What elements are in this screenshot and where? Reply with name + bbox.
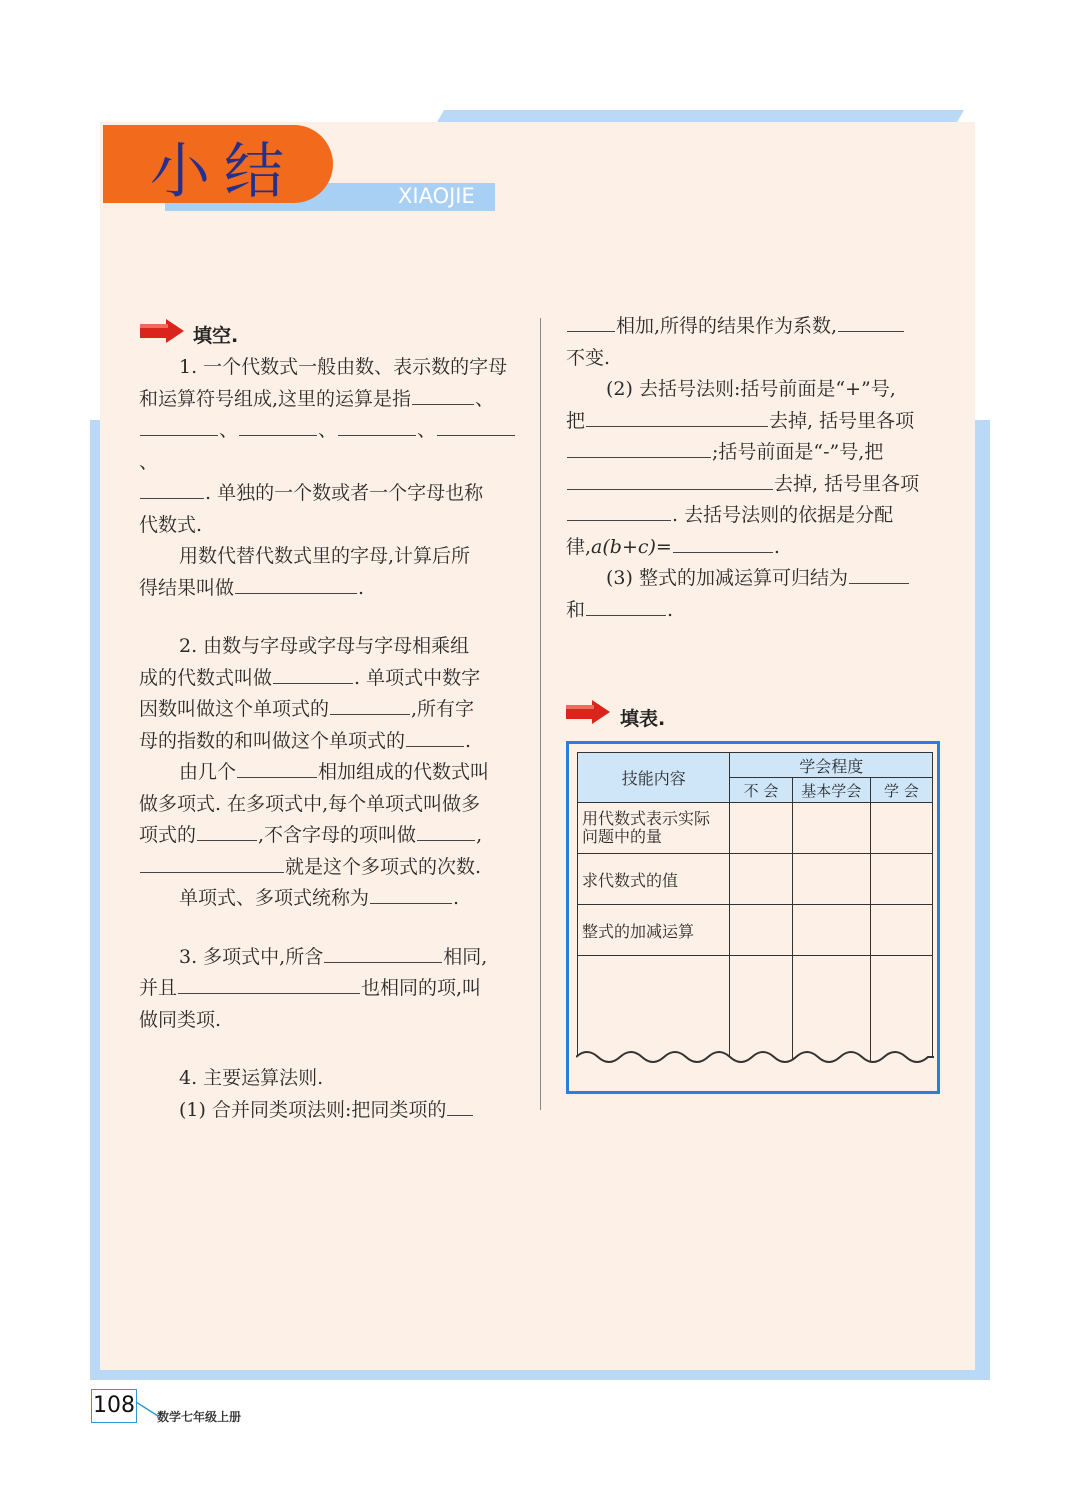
blank[interactable] — [567, 313, 615, 332]
q3-line-3: 做同类项. — [139, 1008, 222, 1031]
skill-table — [577, 752, 933, 1063]
blank[interactable] — [437, 417, 515, 436]
page-title: 小结 — [150, 137, 298, 207]
q1-line-7: 得结果叫做 . — [139, 576, 365, 599]
arrow-icon — [140, 319, 184, 343]
r-line-1 — [566, 311, 946, 343]
q3-text: 也相同的项,叫 — [361, 977, 482, 999]
table-cell[interactable] — [870, 854, 932, 905]
r-line-9 — [566, 563, 946, 595]
blank[interactable] — [338, 417, 416, 436]
blank[interactable] — [140, 480, 204, 499]
blank[interactable] — [567, 439, 711, 458]
r-text: (3) 整式的加减运算可归结为 — [606, 567, 848, 589]
q2-text: ,所有字 — [411, 698, 475, 720]
blank[interactable] — [567, 502, 671, 521]
blank[interactable] — [140, 854, 284, 873]
blank[interactable] — [140, 417, 218, 436]
blank[interactable] — [412, 386, 474, 405]
table-row-label: 用代数式表示实际问题中的量 — [578, 803, 730, 854]
q2-line-8 — [139, 852, 519, 884]
table-cell[interactable] — [792, 905, 870, 956]
r-text: ;括号前面是“-”号,把 — [712, 441, 884, 463]
page-number: 108 — [91, 1389, 137, 1423]
blank[interactable] — [586, 408, 768, 427]
blank[interactable] — [673, 534, 773, 553]
book-name: 数学七年级上册 — [157, 1410, 242, 1424]
blank[interactable] — [235, 575, 357, 594]
r-text: . 去括号法则的依据是分配 — [672, 504, 894, 526]
r-text: 相加,所得的结果作为系数, — [616, 315, 838, 337]
q2-line-2 — [139, 663, 519, 695]
blank[interactable] — [330, 696, 410, 715]
table-cell[interactable] — [792, 803, 870, 854]
blank[interactable] — [370, 885, 452, 904]
torn-edge — [576, 1045, 934, 1075]
blank[interactable] — [417, 822, 475, 841]
blank[interactable] — [586, 597, 666, 616]
table-cell[interactable] — [730, 803, 792, 854]
q2-line-1: 2. 由数与字母或字母与字母相乘组 — [179, 635, 470, 657]
blank[interactable] — [324, 944, 442, 963]
r-text: 律, — [566, 535, 592, 558]
q2-line-9: 单项式、多项式统称为 . — [179, 887, 460, 909]
q2-text: 相加组成的代数式叫 — [318, 761, 490, 783]
blank[interactable] — [237, 759, 317, 778]
q4-text: (1) 合并同类项法则:把同类项的 — [179, 1098, 447, 1121]
q2-line-4: 母的指数的和叫做这个单项式的 . — [139, 729, 472, 752]
r-text: 去掉, 括号里各项 — [774, 472, 920, 495]
q2-text: 母的指数的和叫做这个单项式的 — [139, 729, 406, 752]
blank[interactable] — [197, 822, 257, 841]
q1-line-2: 和运算符号组成,这里的运算是指 、 — [139, 387, 495, 410]
header-skill: 技能内容 — [578, 753, 730, 803]
q1-line-1: 1. 一个代数式一般由数、表示数的字母 — [179, 356, 508, 378]
column-divider — [540, 318, 541, 1110]
blank[interactable] — [849, 565, 909, 584]
table-row-label: 整式的加减运算 — [578, 905, 730, 956]
q3-text: 并且 — [139, 977, 178, 999]
q2-text: 项式的 — [139, 824, 197, 846]
blank[interactable] — [838, 313, 904, 332]
r-text: 去掉, 括号里各项 — [769, 409, 915, 432]
blank[interactable] — [178, 975, 360, 994]
q3-line-1 — [139, 942, 519, 974]
q1-text: 得结果叫做 — [139, 576, 235, 599]
q4-line-1: 4. 主要运算法则. — [179, 1067, 324, 1089]
header-basic: 基本学会 — [792, 778, 870, 803]
q2-text: 成的代数式叫做 — [139, 666, 273, 689]
r-formula: a(b+c)= — [591, 535, 672, 558]
blank[interactable] — [567, 471, 773, 490]
blank[interactable] — [239, 417, 317, 436]
q1-line-3: 、 、 、、 — [139, 415, 519, 478]
page-subtitle: XIAOJIE — [398, 184, 475, 208]
q3-text: 3. 多项式中,所含 — [179, 945, 324, 968]
r-line-2: 不变. — [566, 346, 611, 369]
r-text: 把 — [566, 409, 586, 432]
section-label-fill: 填空. — [193, 325, 239, 347]
section-label-table: 填表. — [620, 708, 666, 730]
right-column — [566, 311, 946, 626]
q2-text: . 单项式中数字 — [354, 666, 481, 689]
table-cell[interactable] — [792, 854, 870, 905]
r-line-3: (2) 去括号法则:括号前面是“+”号, — [606, 378, 896, 400]
q3-text: 相同, — [443, 945, 488, 968]
q2-text: 由几个 — [179, 761, 237, 783]
q1-line-5: 代数式. — [139, 513, 203, 536]
q3-line-2 — [139, 973, 519, 1005]
q2-line-5 — [139, 757, 519, 789]
q1-line-4 — [139, 478, 519, 510]
q2-line-6: 做多项式. 在多项式中,每个单项式叫做多 — [139, 792, 481, 815]
r-line-8: 律,a(b+c)= . — [566, 535, 780, 558]
q1-text: . 单独的一个数或者一个字母也称 — [205, 482, 484, 504]
q2-line-7: 项式的 ,不含字母的项叫做 , — [139, 824, 483, 846]
q2-text: 因数叫做这个单项式的 — [139, 698, 330, 720]
q2-line-3 — [139, 694, 519, 726]
table-cell[interactable] — [870, 803, 932, 854]
left-column — [139, 352, 519, 1126]
q1-text: 和运算符号组成,这里的运算是指 — [139, 387, 412, 410]
table-row-label: 求代数式的值 — [578, 854, 730, 905]
r-line-4 — [566, 406, 946, 438]
header-learned: 学 会 — [870, 778, 932, 803]
table-cell[interactable] — [730, 905, 792, 956]
r-line-5 — [566, 437, 946, 469]
header-not-learned: 不 会 — [730, 778, 792, 803]
header-level: 学会程度 — [730, 753, 933, 778]
blank[interactable] — [273, 665, 353, 684]
blank[interactable] — [406, 728, 464, 747]
table-cell[interactable] — [870, 905, 932, 956]
q4-line-2 — [139, 1095, 519, 1127]
arrow-icon — [566, 700, 610, 724]
q2-text: 单项式、多项式统称为 — [179, 887, 370, 909]
r-line-7 — [566, 500, 946, 532]
r-text: 和 — [566, 598, 586, 621]
q2-text: 就是这个多项式的次数. — [285, 855, 482, 878]
r-line-6 — [566, 469, 946, 501]
table-cell[interactable] — [730, 854, 792, 905]
q2-text: ,不含字母的项叫做 — [258, 824, 417, 846]
blank[interactable] — [447, 1097, 473, 1116]
q1-line-6: 用数代替代数式里的字母,计算后所 — [179, 545, 471, 567]
r-line-10: 和 . — [566, 598, 674, 621]
